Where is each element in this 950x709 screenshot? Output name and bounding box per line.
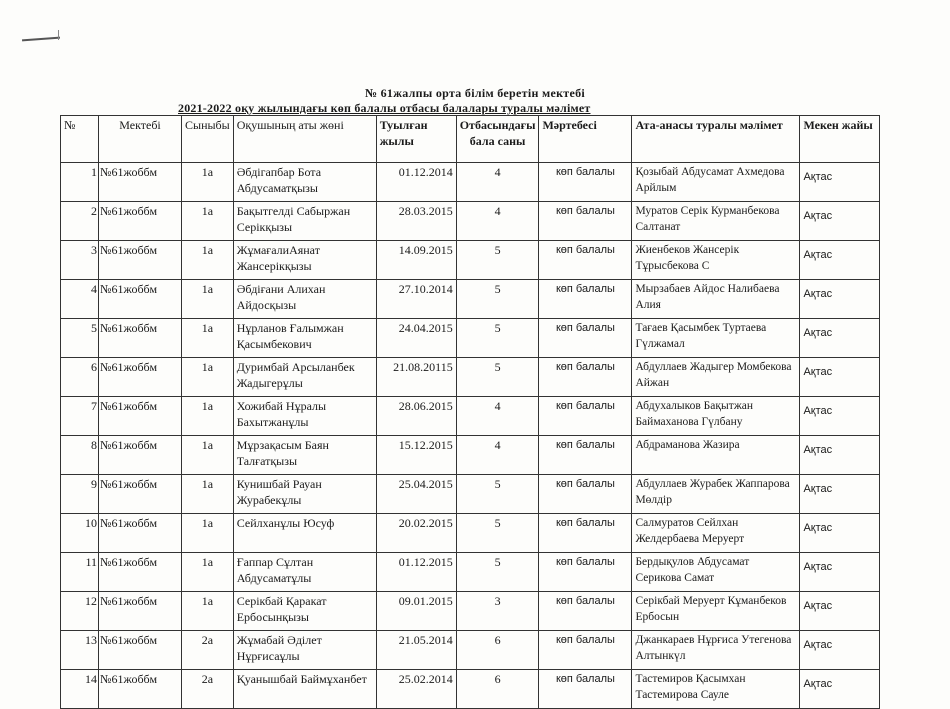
cell-school: №61жоббм [99, 202, 182, 241]
header-student: Оқушының аты жөні [233, 116, 376, 163]
cell-children-count: 5 [456, 358, 539, 397]
cell-status: көп балалы [539, 241, 632, 280]
cell-address: Ақтас [800, 592, 880, 631]
cell-parents: Бердықулов Абдусамат Серикова Самат [632, 553, 800, 592]
cell-address: Ақтас [800, 163, 880, 202]
cell-status: көп балалы [539, 475, 632, 514]
header-birth-year: Туылған жылы [376, 116, 456, 163]
cell-birth-date: 21.08.20115 [376, 358, 456, 397]
cell-address: Ақтас [800, 319, 880, 358]
cell-children-count: 5 [456, 280, 539, 319]
cell-address: Ақтас [800, 358, 880, 397]
cell-num: 10 [61, 514, 99, 553]
cell-address: Ақтас [800, 397, 880, 436]
cell-student-name: Нұрланов Ғалымжан Қасымбекович [233, 319, 376, 358]
cell-status: көп балалы [539, 280, 632, 319]
cell-student-name: Кунишбай Рауан Журабекұлы [233, 475, 376, 514]
cell-num: 11 [61, 553, 99, 592]
cell-student-name: Сейлханұлы Юсуф [233, 514, 376, 553]
cell-class: 1а [182, 202, 234, 241]
cell-birth-date: 25.02.2014 [376, 670, 456, 709]
students-table [60, 115, 880, 709]
cell-student-name: Бақытгелді Сабыржан Серікқызы [233, 202, 376, 241]
cell-children-count: 6 [456, 631, 539, 670]
cell-parents: Абдуллаев Журабек Жаппарова Мөлдір [632, 475, 800, 514]
cell-class: 1а [182, 319, 234, 358]
cell-parents: Салмуратов Сейлхан Желдербаева Меруерт [632, 514, 800, 553]
cell-birth-date: 14.09.2015 [376, 241, 456, 280]
cell-num: 13 [61, 631, 99, 670]
cell-student-name: Серікбай Қаракат Ербосынқызы [233, 592, 376, 631]
cell-birth-date: 01.12.2015 [376, 553, 456, 592]
cell-class: 1а [182, 358, 234, 397]
cell-children-count: 5 [456, 319, 539, 358]
header-address: Мекен жайы [800, 116, 880, 163]
table-row [61, 319, 880, 358]
cell-parents: Муратов Серік Курманбекова Салтанат [632, 202, 800, 241]
cell-school: №61жоббм [99, 319, 182, 358]
cell-address: Ақтас [800, 436, 880, 475]
table-row [61, 592, 880, 631]
cell-address: Ақтас [800, 241, 880, 280]
cell-num: 12 [61, 592, 99, 631]
cell-children-count: 4 [456, 202, 539, 241]
table-row [61, 397, 880, 436]
header-school: Мектебі [99, 116, 182, 163]
cell-parents: Тағаев Қасымбек Туртаева Гүлжамал [632, 319, 800, 358]
cell-children-count: 5 [456, 553, 539, 592]
cell-num: 14 [61, 670, 99, 709]
cell-birth-date: 15.12.2015 [376, 436, 456, 475]
cell-status: көп балалы [539, 514, 632, 553]
cell-status: көп балалы [539, 202, 632, 241]
cell-num: 4 [61, 280, 99, 319]
cell-school: №61жоббм [99, 475, 182, 514]
table-row [61, 631, 880, 670]
cell-birth-date: 21.05.2014 [376, 631, 456, 670]
cell-class: 1а [182, 436, 234, 475]
cell-school: №61жоббм [99, 631, 182, 670]
cell-student-name: Әбдіғани Алихан Айдосқызы [233, 280, 376, 319]
cell-school: №61жоббм [99, 358, 182, 397]
cell-status: көп балалы [539, 358, 632, 397]
cell-class: 1а [182, 592, 234, 631]
cell-address: Ақтас [800, 553, 880, 592]
cell-school: №61жоббм [99, 436, 182, 475]
cell-children-count: 5 [456, 241, 539, 280]
cell-birth-date: 28.03.2015 [376, 202, 456, 241]
cell-num: 6 [61, 358, 99, 397]
cell-children-count: 4 [456, 163, 539, 202]
cell-student-name: Дуримбай Арсыланбек Жадыгерұлы [233, 358, 376, 397]
table-row [61, 436, 880, 475]
cell-status: көп балалы [539, 553, 632, 592]
cell-birth-date: 28.06.2015 [376, 397, 456, 436]
cell-address: Ақтас [800, 514, 880, 553]
cell-school: №61жоббм [99, 280, 182, 319]
cell-student-name: Әбдігапбар Бота Абдусаматқызы [233, 163, 376, 202]
cell-birth-date: 01.12.2014 [376, 163, 456, 202]
cell-class: 1а [182, 280, 234, 319]
cell-children-count: 5 [456, 475, 539, 514]
cell-school: №61жоббм [99, 592, 182, 631]
cell-class: 1а [182, 475, 234, 514]
cell-parents: Мырзабаев Айдос Налибаева Алия [632, 280, 800, 319]
table-row [61, 163, 880, 202]
cell-parents: Тастемиров Қасымхан Тастемирова Сауле [632, 670, 800, 709]
cell-class: 1а [182, 241, 234, 280]
cell-student-name: Жұмабай Әділет Нұрғисаұлы [233, 631, 376, 670]
cell-status: көп балалы [539, 631, 632, 670]
header-class: Сыныбы [182, 116, 234, 163]
cell-num: 7 [61, 397, 99, 436]
scan-mark [22, 37, 60, 42]
cell-children-count: 6 [456, 670, 539, 709]
cell-num: 5 [61, 319, 99, 358]
table-row [61, 280, 880, 319]
table-row [61, 475, 880, 514]
cell-school: №61жоббм [99, 514, 182, 553]
cell-class: 1а [182, 397, 234, 436]
cell-school: №61жоббм [99, 397, 182, 436]
cell-status: көп балалы [539, 163, 632, 202]
cell-status: көп балалы [539, 670, 632, 709]
cell-address: Ақтас [800, 631, 880, 670]
cell-birth-date: 24.04.2015 [376, 319, 456, 358]
cell-children-count: 4 [456, 397, 539, 436]
cell-num: 1 [61, 163, 99, 202]
cell-parents: Серікбай Меруерт Кұманбеков Ербосын [632, 592, 800, 631]
cell-class: 1а [182, 553, 234, 592]
cell-parents: Абдухалыков Бақытжан Баймаханова Гүлбану [632, 397, 800, 436]
table-row [61, 553, 880, 592]
cell-school: №61жоббм [99, 553, 182, 592]
cell-school: №61жоббм [99, 241, 182, 280]
cell-num: 3 [61, 241, 99, 280]
cell-address: Ақтас [800, 202, 880, 241]
document-title: № 61жалпы орта білім беретін мектебі [364, 86, 586, 100]
header-parents: Ата-анасы туралы мәлімет [632, 116, 800, 163]
cell-parents: Жиенбеков Жансерік Тұрысбекова С [632, 241, 800, 280]
cell-address: Ақтас [800, 280, 880, 319]
table-header-row [61, 116, 880, 163]
cell-class: 2а [182, 670, 234, 709]
table-row [61, 358, 880, 397]
cell-status: көп балалы [539, 319, 632, 358]
cell-status: көп балалы [539, 592, 632, 631]
table-row [61, 670, 880, 709]
cell-parents: Абдраманова Жазира [632, 436, 800, 475]
document-subtitle: 2021-2022 оқу жылындағы көп балалы отбасы балалары туралы мәлімет [178, 101, 591, 115]
cell-num: 2 [61, 202, 99, 241]
cell-address: Ақтас [800, 475, 880, 514]
cell-class: 1а [182, 163, 234, 202]
table-row [61, 202, 880, 241]
header-num: № [61, 116, 99, 163]
cell-parents: Джанкараев Нұрғиса Утегенова Алтынкүл [632, 631, 800, 670]
scan-mark [58, 30, 59, 40]
cell-student-name: Хожибай Нұралы Бахытжанұлы [233, 397, 376, 436]
cell-birth-date: 20.02.2015 [376, 514, 456, 553]
cell-school: №61жоббм [99, 163, 182, 202]
cell-student-name: ЖұмағалиАянат Жансерікқызы [233, 241, 376, 280]
cell-address: Ақтас [800, 670, 880, 709]
cell-birth-date: 27.10.2014 [376, 280, 456, 319]
cell-num: 9 [61, 475, 99, 514]
cell-parents: Абдуллаев Жадыгер Момбекова Айжан [632, 358, 800, 397]
cell-class: 2а [182, 631, 234, 670]
header-status: Мәртебесі [539, 116, 632, 163]
cell-student-name: Қуанышбай Баймұханбет [233, 670, 376, 709]
cell-children-count: 3 [456, 592, 539, 631]
table-row [61, 514, 880, 553]
cell-num: 8 [61, 436, 99, 475]
cell-student-name: Ғаппар Сұлтан Абдусаматұлы [233, 553, 376, 592]
cell-class: 1а [182, 514, 234, 553]
table-row [61, 241, 880, 280]
cell-birth-date: 25.04.2015 [376, 475, 456, 514]
cell-children-count: 4 [456, 436, 539, 475]
cell-parents: Қозыбай Абдусамат Ахмедова Арйлым [632, 163, 800, 202]
cell-status: көп балалы [539, 436, 632, 475]
cell-school: №61жоббм [99, 670, 182, 709]
cell-status: көп балалы [539, 397, 632, 436]
cell-children-count: 5 [456, 514, 539, 553]
cell-birth-date: 09.01.2015 [376, 592, 456, 631]
header-children-count: Отбасындағы бала саны [456, 116, 539, 163]
cell-student-name: Мұрзақасым Баян Талғатқызы [233, 436, 376, 475]
